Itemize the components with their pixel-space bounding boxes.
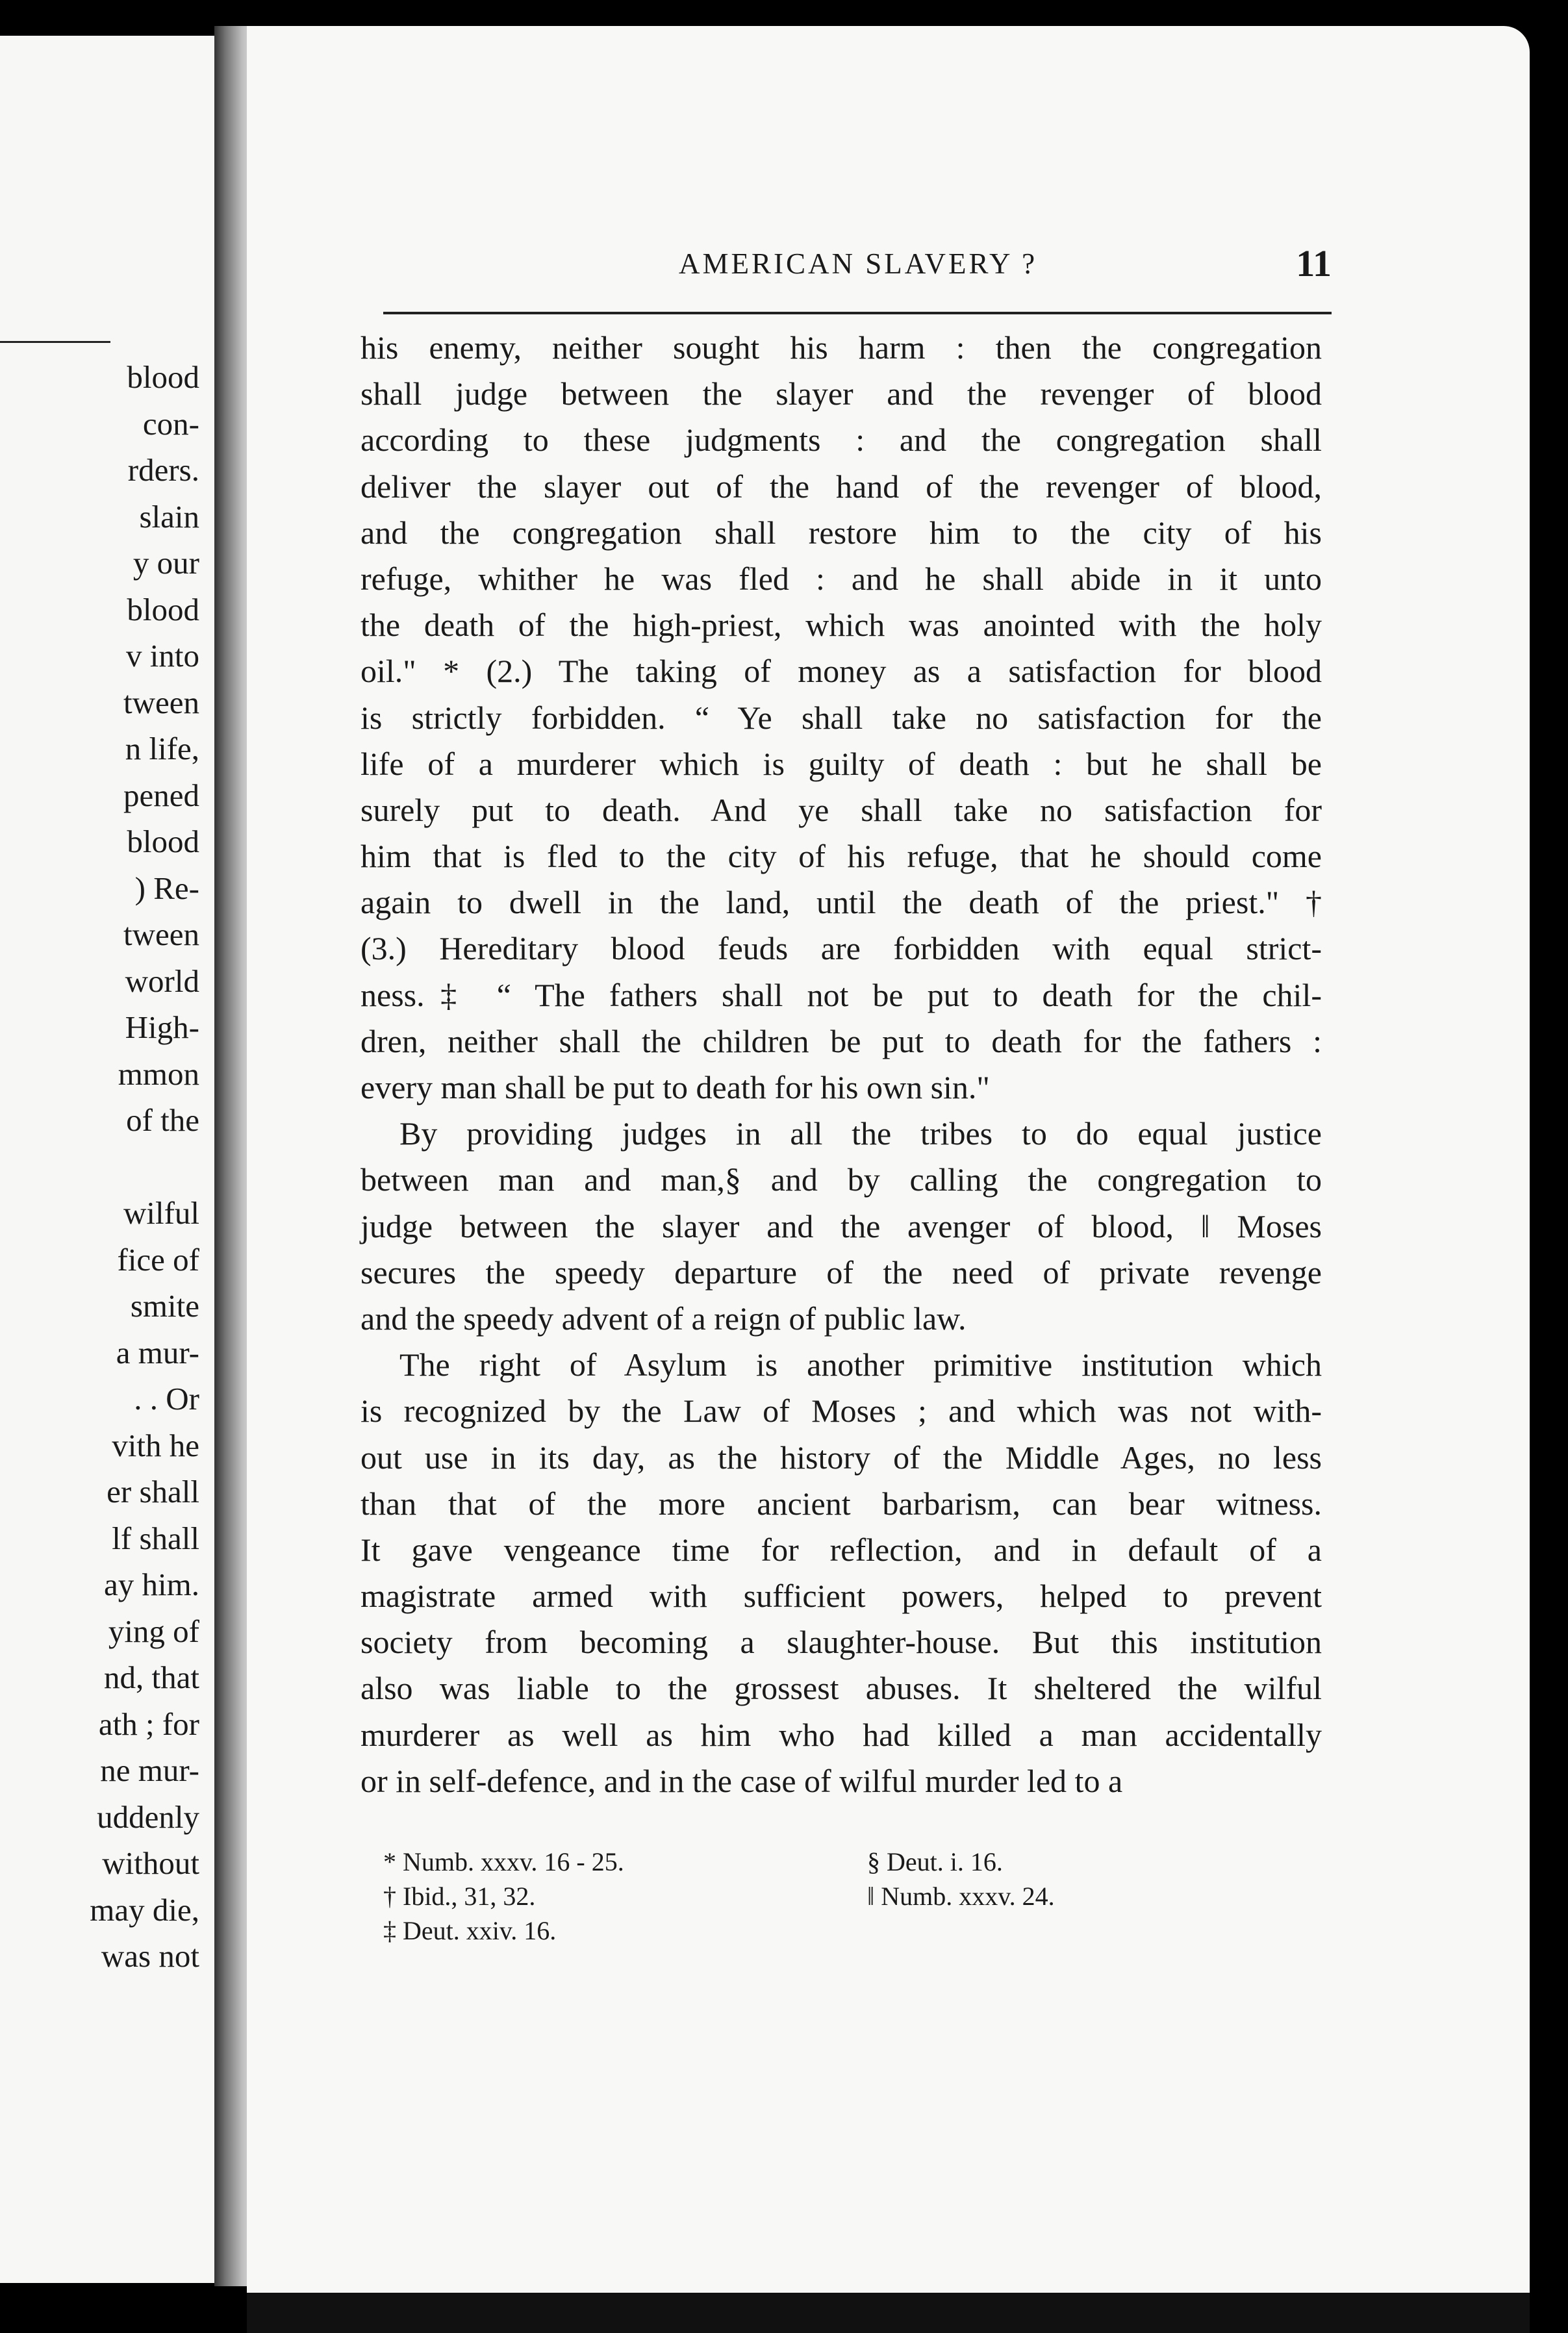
text-line: secures the speedy departure of the need of private revenge (360, 1254, 1322, 1291)
text-line: It gave vengeance time for reflection, and in default of a (360, 1531, 1322, 1568)
text-line: dren, neither shall the children be put to death for the fathers : (360, 1022, 1322, 1059)
left-page-line: of the (126, 1102, 199, 1138)
left-page-line: tween (123, 916, 199, 952)
left-page-line: fice of (117, 1241, 199, 1278)
background-edge (1530, 26, 1568, 2333)
left-page-line: y our (133, 545, 199, 581)
text-line: his enemy, neither sought his harm : then the congregation (360, 329, 1322, 366)
text-line: is recognized by the Law of Moses ; and which was not with- (360, 1393, 1322, 1430)
left-page-line: tween (123, 684, 199, 720)
text-line: The right of Asylum is another primitive institution which (399, 1346, 1322, 1383)
left-page-line: without (102, 1845, 199, 1881)
body-text (360, 325, 1322, 1804)
text-line: society from becoming a slaughter-house. But this institution (360, 1624, 1322, 1661)
text-line: again to dwell in the land, until the death of the priest." † (360, 884, 1322, 921)
left-page-line: ) Re- (134, 870, 199, 906)
left-page-line: wilful (123, 1195, 199, 1231)
left-page-line: a mur- (116, 1334, 199, 1370)
left-page-line: ying of (108, 1613, 199, 1649)
text-line: judge between the slayer and the avenger of blood, ‖ Moses (360, 1207, 1322, 1244)
text-line: the death of the high-priest, which was anointed with the holy (360, 607, 1322, 644)
text-line: him that is fled to the city of his refuge, that he should come (360, 838, 1322, 875)
left-page-line: con- (142, 405, 199, 442)
text-line: than that of the more ancient barbarism, can bear witness. (360, 1485, 1322, 1522)
footnote: * Numb. xxxv. 16 - 25. (383, 1847, 624, 1876)
text-line: surely put to death. And ye shall take no satisfaction for (360, 791, 1322, 828)
left-page-line: uddenly (97, 1798, 199, 1835)
text-line: and the congregation shall restore him to the city of his (360, 514, 1322, 551)
left-page-line: High- (125, 1009, 199, 1045)
header-rule (383, 312, 1332, 314)
left-page-line: world (125, 963, 199, 999)
text-line: By providing judges in all the tribes to do equal justice (399, 1115, 1322, 1152)
left-page-line: was not (101, 1938, 199, 1974)
text-line: oil." * (2.) The taking of money as a satisfaction for blood (360, 653, 1322, 690)
left-page-rule (0, 341, 110, 343)
text-line: ness.‡ “ The fathers shall not be put to death for the chil- (360, 976, 1322, 1013)
left-page-line: nd, that (104, 1659, 199, 1695)
text-line: (3.) Hereditary blood feuds are forbidden with equal strict- (360, 930, 1322, 967)
left-page-line: blood (127, 591, 199, 627)
left-page-line: rders. (127, 452, 199, 488)
text-line: between man and man,§ and by calling the congregation to (360, 1161, 1322, 1198)
left-page-line: slain (139, 498, 199, 535)
left-page-line: may die, (90, 1891, 199, 1928)
text-line: shall judge between the slayer and the revenger of blood (360, 375, 1322, 412)
text-line: murderer as well as him who had killed a man accidentally (360, 1716, 1322, 1753)
footnotes-right-column (867, 1845, 1055, 1913)
footnote: § Deut. i. 16. (867, 1847, 1003, 1876)
left-page-line: ne mur- (100, 1752, 199, 1788)
left-page-line: ath ; for (98, 1706, 199, 1742)
running-title: AMERICAN SLAVERY ? (679, 247, 1038, 280)
left-page-line (5, 1144, 199, 1191)
page-number: 11 (1296, 242, 1332, 284)
text-line: also was liable to the grossest abuses. It sheltered the wilful (360, 1670, 1322, 1707)
footnote: ‡ Deut. xxiv. 16. (383, 1916, 557, 1945)
text-line: according to these judgments : and the congregation shall (360, 422, 1322, 459)
left-page-line: vith he (112, 1427, 199, 1463)
left-page-line: lf shall (112, 1520, 199, 1556)
text-line: out use in its day, as the history of the Middle Ages, no less (360, 1439, 1322, 1476)
left-page-line: v into (126, 638, 199, 674)
text-line: refuge, whither he was fled : and he shall abide in it unto (360, 560, 1322, 597)
left-page-line: pened (123, 777, 199, 813)
left-page-line: mmon (118, 1055, 199, 1092)
text-line: deliver the slayer out of the hand of the revenger of blood, (360, 468, 1322, 505)
page-shadow (247, 2293, 1539, 2333)
left-page-line: smite (130, 1288, 199, 1324)
text-line: is strictly forbidden. “ Ye shall take no satisfaction for the (360, 699, 1322, 736)
footnote: † Ibid., 31, 32. (383, 1882, 536, 1911)
left-page-line: . . Or (134, 1381, 199, 1417)
text-line: life of a murderer which is guilty of death : but he shall be (360, 745, 1322, 782)
left-page-line: ay him. (104, 1567, 199, 1602)
left-page-text (5, 354, 199, 1980)
footnotes-left-column (383, 1845, 624, 1948)
text-line: every man shall be put to death for his own sin." (360, 1069, 990, 1105)
left-page (0, 36, 226, 2283)
left-page-line: blood (127, 359, 199, 395)
left-page-line: er shall (107, 1474, 199, 1509)
left-page-line: n life, (125, 731, 199, 766)
footnote: ‖ Numb. xxxv. 24. (867, 1882, 1055, 1911)
text-line: and the speedy advent of a reign of public law. (360, 1300, 967, 1337)
left-page-line: blood (127, 824, 199, 859)
text-line: or in self-defence, and in the case of wilful murder led to a (360, 1762, 1123, 1799)
running-header (383, 242, 1332, 292)
text-line: magistrate armed with sufficient powers, helped to prevent (360, 1578, 1322, 1615)
